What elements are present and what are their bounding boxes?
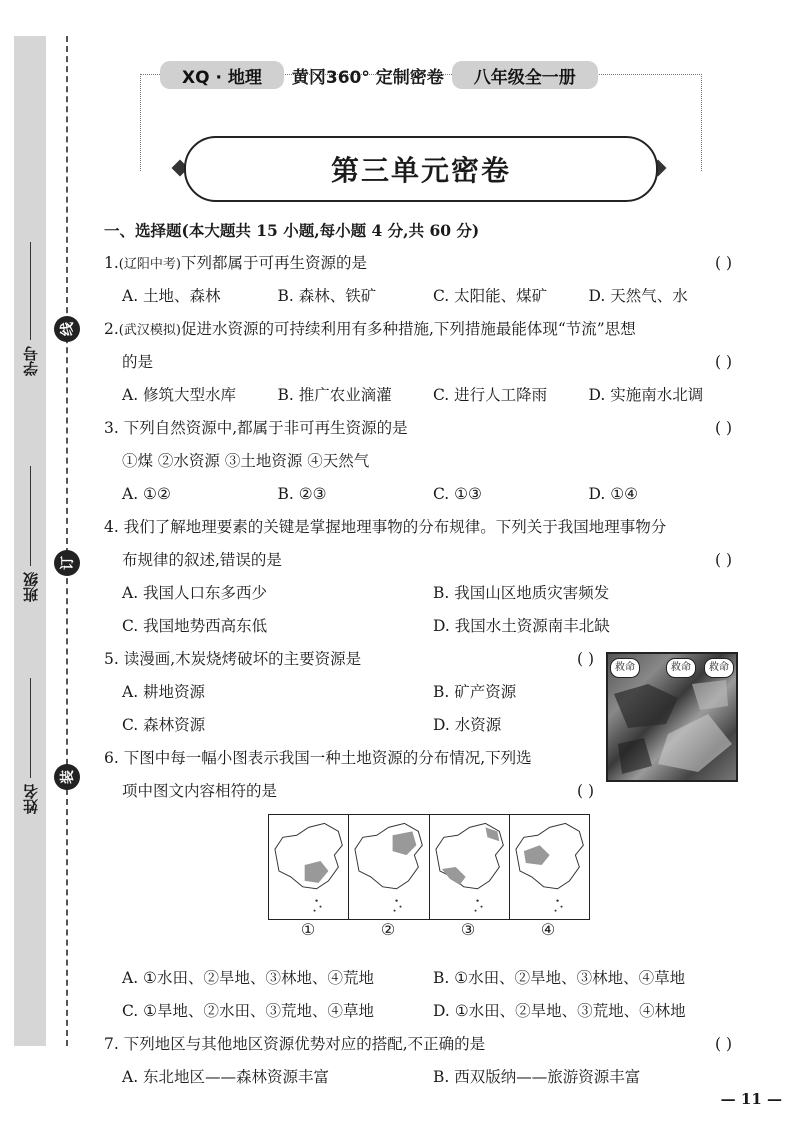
student-id-label: 学号 — [21, 346, 40, 376]
binding-mark-line: 线 — [54, 316, 80, 342]
question-3 — [104, 412, 744, 445]
q7-option-b: B. 西双版纳——旅游资源丰富 — [433, 1068, 641, 1086]
q2-source: (武汉模拟) — [118, 323, 181, 338]
class-underline — [30, 466, 31, 566]
q5-stem: 5. 读漫画,木炭烧烤破坏的主要资源是 — [104, 650, 362, 668]
page-number: — 11 — — [720, 1090, 782, 1108]
q4-options-ab — [104, 577, 744, 610]
q7-options-ab — [104, 1061, 744, 1094]
q3-option-c: C. ①③ — [433, 485, 482, 503]
q3-option-b: B. ②③ — [277, 485, 327, 503]
map-2 — [349, 815, 429, 919]
q1-source: (辽阳中考) — [118, 257, 181, 272]
q1-option-b: B. 森林、铁矿 — [277, 287, 377, 305]
q5-option-c: C. 森林资源 — [122, 716, 206, 734]
charcoal-bbq-cartoon — [606, 652, 738, 782]
binding-mark-bind: 装 — [54, 764, 80, 790]
q1-option-d: D. 天然气、水 — [588, 287, 688, 305]
map-label-2: ② — [380, 920, 396, 939]
name-label: 姓名 — [21, 784, 40, 814]
header-banner — [160, 60, 684, 90]
q3-option-d: D. ①④ — [588, 485, 639, 503]
question-1 — [104, 247, 744, 280]
help-bubble-3: 救命 — [704, 658, 734, 678]
q1-stem: 下列都属于可再生资源的是 — [180, 254, 367, 272]
china-map-2-icon — [349, 815, 428, 919]
map-labels — [268, 920, 588, 939]
q4-option-b: B. 我国山区地质灾害频发 — [433, 584, 610, 602]
q2-answer-blank[interactable]: ( ) — [714, 353, 732, 371]
china-map-1-icon — [269, 815, 348, 919]
name-field[interactable] — [14, 664, 46, 814]
q2-options — [104, 379, 744, 412]
q1-number: 1. — [104, 254, 119, 272]
q2-number: 2. — [104, 320, 119, 338]
question-4-cont — [104, 544, 744, 577]
q5-option-d: D. 水资源 — [433, 716, 502, 734]
land-resource-maps — [268, 814, 590, 920]
q6-options-cd — [104, 995, 744, 1028]
q1-answer-blank[interactable]: ( ) — [714, 254, 732, 272]
question-7 — [104, 1028, 744, 1061]
help-bubble-2: 救命 — [666, 658, 696, 678]
class-label: 班级 — [21, 572, 40, 602]
q3-options — [104, 478, 744, 511]
cartoon-scene — [608, 654, 736, 780]
question-2-cont — [104, 346, 744, 379]
q4-option-c: C. 我国地势西高东低 — [122, 617, 268, 635]
q4-answer-blank[interactable]: ( ) — [714, 551, 732, 569]
china-map-4-icon — [510, 815, 589, 919]
binding-mark-staple: 订 — [54, 550, 80, 576]
q2-option-a: A. 修筑大型水库 — [122, 386, 237, 404]
question-4: 4. 我们了解地理要素的关键是掌握地理事物的分布规律。下列关于我国地理事物分 — [104, 518, 667, 536]
q5-option-a: A. 耕地资源 — [122, 683, 206, 701]
q1-option-a: A. 土地、森林 — [122, 287, 221, 305]
q6-option-a: A. ①水田、②旱地、③林地、④荒地 — [122, 969, 374, 987]
name-underline — [30, 678, 31, 778]
q7-option-a: A. 东北地区——森林资源丰富 — [122, 1068, 330, 1086]
q3-answer-blank[interactable]: ( ) — [714, 419, 732, 437]
q3-stem: 3. 下列自然资源中,都属于非可再生资源的是 — [104, 419, 408, 437]
q7-answer-blank[interactable]: ( ) — [714, 1035, 732, 1053]
question-2 — [104, 313, 744, 346]
q1-option-c: C. 太阳能、煤矿 — [433, 287, 548, 305]
q2-stem-cont: 的是 — [122, 353, 154, 371]
q2-option-d: D. 实施南水北调 — [588, 386, 704, 404]
q6-answer-blank[interactable]: ( ) — [576, 782, 594, 800]
grade-tag: 八年级全一册 — [452, 61, 598, 89]
section-heading: 一、选择题(本大题共 15 小题,每小题 4 分,共 60 分) — [104, 221, 480, 240]
map-label-4: ④ — [540, 920, 556, 939]
q6-stem-cont: 项中图文内容相符的是 — [122, 782, 278, 800]
q6-option-d: D. ①水田、②旱地、③荒地、④林地 — [433, 1002, 686, 1020]
map-3 — [430, 815, 510, 919]
map-label-1: ① — [300, 920, 316, 939]
map-4 — [510, 815, 589, 919]
q6-option-c: C. ①旱地、②水田、③荒地、④草地 — [122, 1002, 375, 1020]
map-label-3: ③ — [460, 920, 476, 939]
question-6: 6. 下图中每一幅小图表示我国一种土地资源的分布情况,下列选 — [104, 749, 532, 767]
q7-stem: 7. 下列地区与其他地区资源优势对应的搭配,不正确的是 — [104, 1035, 486, 1053]
q1-options — [104, 280, 744, 313]
series-title: 黄冈360° 定制密卷 — [291, 67, 444, 88]
q4-option-d: D. 我国水土资源南丰北缺 — [433, 617, 610, 635]
student-id-field[interactable] — [14, 228, 46, 376]
page-title: 第三单元密卷 — [184, 136, 658, 202]
class-field[interactable] — [14, 452, 46, 602]
q3-items: ①煤 ②水资源 ③土地资源 ④天然气 — [122, 452, 370, 470]
q2-option-b: B. 推广农业滴灌 — [277, 386, 392, 404]
q3-option-a: A. ①② — [122, 485, 171, 503]
q4-stem-cont: 布规律的叙述,错误的是 — [122, 551, 282, 569]
q6-options-ab — [104, 962, 744, 995]
q6-option-b: B. ①水田、②旱地、③林地、④草地 — [433, 969, 686, 987]
q5-answer-blank[interactable]: ( ) — [576, 650, 594, 668]
q2-option-c: C. 进行人工降雨 — [433, 386, 548, 404]
q4-options-cd — [104, 610, 744, 643]
binding-dash-line — [66, 36, 68, 1046]
student-id-underline — [30, 242, 31, 340]
q2-stem: 促进水资源的可持续利用有多种措施,下列措施最能体现“节流”思想 — [180, 320, 636, 338]
subject-tag: XQ · 地理 — [160, 61, 284, 89]
q5-option-b: B. 矿产资源 — [433, 683, 517, 701]
china-map-3-icon — [430, 815, 509, 919]
q4-option-a: A. 我国人口东多西少 — [122, 584, 268, 602]
map-1 — [269, 815, 349, 919]
help-bubble-1: 救命 — [610, 658, 640, 678]
